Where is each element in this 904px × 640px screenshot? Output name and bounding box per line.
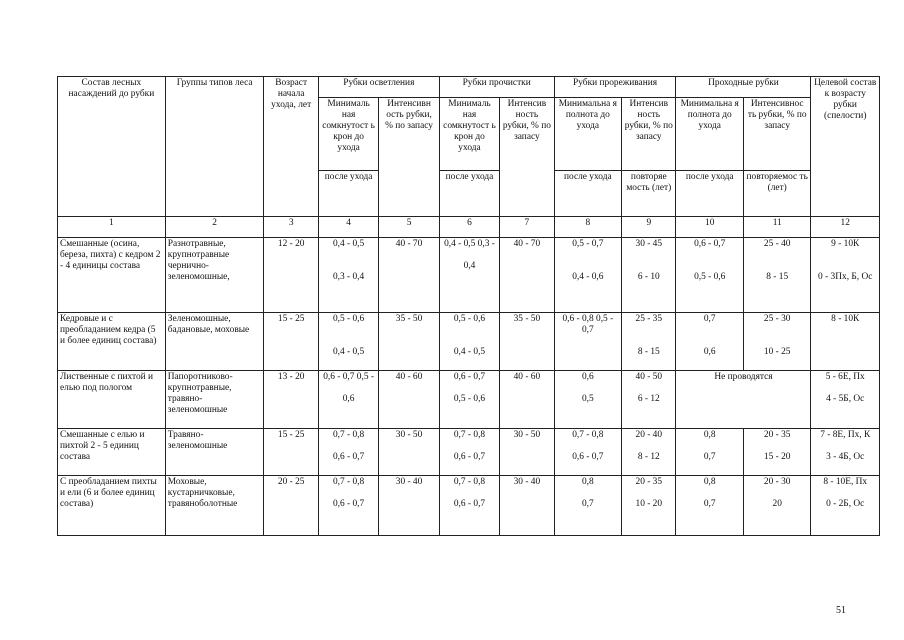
target-admixture: 0 - 3Пх, Б, Ос xyxy=(818,272,873,282)
age-cell: 13 - 20 xyxy=(264,371,318,429)
forest-care-table xyxy=(57,76,880,536)
prokh-min-cell xyxy=(676,313,743,371)
header-proch-min-density: Минималь ная сомкнутост ь крон до ухода xyxy=(439,98,499,171)
osv-min-after: 0,6 - 0,7 xyxy=(332,452,365,462)
composition-cell: Смешанные (осина, береза, пихта) с кедром 2 - 4 единицы состава xyxy=(58,238,166,313)
proch-intensity-cell: 40 - 70 xyxy=(500,238,554,313)
forest-types-cell: Разнотравные, крупнотравные чернично-зеленомошные, xyxy=(165,238,264,313)
prokh-intensity-cell xyxy=(743,313,810,371)
proch-min-before: 0,7 - 0,8 xyxy=(453,430,486,440)
osv-intensity-cell: 40 - 60 xyxy=(379,371,439,429)
proch-min-after: 0,4 xyxy=(463,261,476,271)
prored-min-cell xyxy=(554,429,621,476)
target-admixture: 0 - 2Б, Ос xyxy=(826,499,865,509)
prokh-repeat-value: 8 - 15 xyxy=(766,272,789,282)
prokh-min-cell xyxy=(676,238,743,313)
prokh-intensity-value: 20 - 35 xyxy=(763,430,791,440)
header-prokh-intensity: Интенсивнос ть рубки, % по запасу xyxy=(743,98,810,171)
header-age: Возраст начала ухода, лет xyxy=(264,77,318,217)
forest-types-cell: Травяно-зеленомошные xyxy=(165,429,264,476)
target-main: 5 - 6Е, Пх xyxy=(825,372,865,382)
header-prored-min-fullness: Минимальна я полнота до ухода xyxy=(554,98,621,171)
target-main: 8 - 10Е, Пх xyxy=(823,477,868,487)
age-cell: 20 - 25 xyxy=(264,476,318,536)
header-forest-types: Группы типов леса xyxy=(165,77,264,217)
column-number: 6 xyxy=(439,217,499,238)
prokh-min-before: 0,8 xyxy=(703,477,716,487)
prored-repeat-value: 8 - 15 xyxy=(637,347,660,357)
target-cell xyxy=(811,429,880,476)
prored-min-before: 0,5 - 0,7 xyxy=(572,239,604,249)
column-number: 11 xyxy=(743,217,810,238)
prored-repeat-value: 8 - 12 xyxy=(637,452,660,462)
prokh-intensity-cell xyxy=(743,238,810,313)
forest-types-cell: Моховые, кустарничковые, травяноболотные xyxy=(165,476,264,536)
age-cell: 15 - 25 xyxy=(264,429,318,476)
prored-intensity-cell xyxy=(622,313,676,371)
header-group-prorezhivaniya: Рубки прореживания xyxy=(554,77,676,98)
proch-min-cell xyxy=(439,476,499,536)
prokh-min-before: 0,8 xyxy=(703,430,716,440)
prored-intensity-value: 40 - 50 xyxy=(635,372,663,382)
osv-intensity-cell: 40 - 70 xyxy=(379,238,439,313)
target-main: 9 - 10К xyxy=(831,239,860,249)
prored-min-before: 0,7 - 0,8 xyxy=(572,430,604,440)
proch-min-before: 0,7 - 0,8 xyxy=(453,477,486,487)
prokh-repeat-value: 10 - 25 xyxy=(763,347,791,357)
table-row xyxy=(58,371,880,429)
prokh-not-performed-cell: Не проводятся xyxy=(676,371,811,429)
header-prored-intensity: Интенсив ность рубки, % по запасу xyxy=(622,98,676,171)
header-osv-after: после ухода xyxy=(318,171,378,217)
prored-min-after: 0,7 xyxy=(581,499,594,509)
prored-min-cell xyxy=(554,476,621,536)
osv-min-before: 0,5 - 0,6 xyxy=(332,314,365,324)
age-cell: 12 - 20 xyxy=(264,238,318,313)
prored-min-cell: 0,6 - 0,8 0,5 - 0,7 xyxy=(554,313,621,371)
prokh-intensity-value: 25 - 40 xyxy=(763,239,791,249)
proch-min-before: 0,4 - 0,5 0,3 - xyxy=(444,239,495,249)
osv-intensity-cell: 30 - 50 xyxy=(379,429,439,476)
header-proch-intensity: Интенсив ность рубки, % по запасу xyxy=(500,98,554,217)
column-number: 7 xyxy=(500,217,554,238)
target-admixture: 3 - 4Б, Ос xyxy=(826,452,865,462)
target-cell xyxy=(811,476,880,536)
column-number: 3 xyxy=(264,217,318,238)
age-cell: 15 - 25 xyxy=(264,313,318,371)
proch-min-before: 0,5 - 0,6 xyxy=(453,314,486,324)
column-number: 1 xyxy=(58,217,166,238)
composition-cell: Смешанные с елью и пихтой 2 - 5 единиц состава xyxy=(58,429,166,476)
header-group-prochistki: Рубки прочистки xyxy=(439,77,554,98)
proch-intensity-cell: 40 - 60 xyxy=(500,371,554,429)
table-row xyxy=(58,476,880,536)
osv-intensity-cell: 35 - 50 xyxy=(379,313,439,371)
header-prored-repeat: повторяе мость (лет) xyxy=(622,171,676,217)
prored-repeat-value: 6 - 12 xyxy=(637,394,660,404)
osv-min-after: 0,6 xyxy=(342,394,355,404)
prored-intensity-value: 20 - 35 xyxy=(635,477,663,487)
table-row xyxy=(58,238,880,313)
prored-min-before: 0,6 xyxy=(581,372,594,382)
composition-cell: Кедровые и с преобладанием кедра (5 и более единиц состава) xyxy=(58,313,166,371)
proch-intensity-cell: 30 - 40 xyxy=(500,476,554,536)
osv-min-cell xyxy=(318,429,378,476)
header-osv-min-density: Минималь ная сомкнутост ь крон до ухода xyxy=(318,98,378,171)
prored-intensity-cell xyxy=(622,371,676,429)
prokh-min-cell xyxy=(676,429,743,476)
column-number: 5 xyxy=(379,217,439,238)
prored-min-after: 0,6 - 0,7 xyxy=(572,452,604,462)
target-admixture: 4 - 5Б, Ос xyxy=(826,394,865,404)
prokh-intensity-value: 25 - 30 xyxy=(763,314,791,324)
osv-min-after: 0,3 - 0,4 xyxy=(332,272,365,282)
prored-intensity-value: 30 - 45 xyxy=(635,239,663,249)
osv-min-after: 0,4 - 0,5 xyxy=(332,347,365,357)
proch-min-cell xyxy=(439,238,499,313)
proch-intensity-cell: 30 - 50 xyxy=(500,429,554,476)
target-main: 7 - 8Е, Пх, К xyxy=(820,430,871,440)
osv-min-before: 0,6 - 0,7 0,5 - xyxy=(323,372,374,382)
table-row xyxy=(58,313,880,371)
column-number: 8 xyxy=(554,217,621,238)
prored-repeat-value: 10 - 20 xyxy=(635,499,663,509)
proch-intensity-cell: 35 - 50 xyxy=(500,313,554,371)
osv-min-before: 0,7 - 0,8 xyxy=(332,430,365,440)
header-composition: Состав лесных насаждений до рубки xyxy=(58,77,166,217)
page-number xyxy=(836,605,846,616)
prored-min-after: 0,5 xyxy=(581,394,594,404)
header-prored-after: после ухода xyxy=(554,171,621,217)
composition-cell: Лиственные с пихтой и елью под пологом xyxy=(58,371,166,429)
prokh-min-after: 0,7 xyxy=(703,499,716,509)
prokh-min-after: 0,6 xyxy=(703,347,716,357)
prored-min-before: 0,8 xyxy=(581,477,594,487)
osv-min-before: 0,4 - 0,5 xyxy=(332,239,365,249)
prored-intensity-cell xyxy=(622,429,676,476)
table-row xyxy=(58,429,880,476)
osv-min-before: 0,7 - 0,8 xyxy=(332,477,365,487)
osv-min-after: 0,6 - 0,7 xyxy=(332,499,365,509)
proch-min-before: 0,6 - 0,7 xyxy=(453,372,486,382)
prored-intensity-value: 25 - 35 xyxy=(635,314,663,324)
osv-min-cell xyxy=(318,313,378,371)
composition-cell: С преобладанием пихты и ели (6 и более единиц состава) xyxy=(58,476,166,536)
osv-intensity-cell: 30 - 40 xyxy=(379,476,439,536)
header-prokh-repeat: повторяемос ть (лет) xyxy=(743,171,810,217)
prokh-repeat-value: 20 xyxy=(772,499,782,509)
prokh-min-after: 0,7 xyxy=(703,452,716,462)
page-number-text: 51 xyxy=(836,605,846,616)
prored-min-after: 0,4 - 0,6 xyxy=(572,272,604,282)
column-number: 12 xyxy=(811,217,880,238)
proch-min-after: 0,4 - 0,5 xyxy=(453,347,486,357)
prored-min-cell xyxy=(554,371,621,429)
proch-min-cell xyxy=(439,429,499,476)
header-group-prokhodnye: Проходные рубки xyxy=(676,77,811,98)
target-cell xyxy=(811,371,880,429)
proch-min-after: 0,6 - 0,7 xyxy=(453,499,486,509)
prored-intensity-cell xyxy=(622,238,676,313)
target-cell: 8 - 10К xyxy=(811,313,880,371)
header-proch-after: после ухода xyxy=(439,171,499,217)
osv-min-cell xyxy=(318,371,378,429)
header-osv-intensity: Интенсивн ость рубки, % по запасу xyxy=(379,98,439,217)
header-group-osvetleniya: Рубки осветления xyxy=(318,77,439,98)
header-target-composition: Целевой состав к возрасту рубки (спелости) xyxy=(811,77,880,217)
proch-min-cell xyxy=(439,371,499,429)
forest-types-cell: Папоротниково-крупнотравные, травяно-зеленомошные xyxy=(165,371,264,429)
prokh-min-before: 0,6 - 0,7 xyxy=(694,239,726,249)
prokh-min-after: 0,5 - 0,6 xyxy=(694,272,726,282)
column-number: 4 xyxy=(318,217,378,238)
prokh-intensity-cell xyxy=(743,476,810,536)
prokh-intensity-value: 20 - 30 xyxy=(763,477,791,487)
prored-intensity-cell xyxy=(622,476,676,536)
prored-min-cell xyxy=(554,238,621,313)
proch-min-after: 0,5 - 0,6 xyxy=(453,394,486,404)
column-number-row xyxy=(58,217,880,238)
prokh-intensity-cell xyxy=(743,429,810,476)
column-number: 2 xyxy=(165,217,264,238)
osv-min-cell xyxy=(318,238,378,313)
proch-min-cell xyxy=(439,313,499,371)
prokh-min-cell xyxy=(676,476,743,536)
prokh-repeat-value: 15 - 20 xyxy=(763,452,791,462)
osv-min-cell xyxy=(318,476,378,536)
header-prokh-min-fullness: Минимальна я полнота до ухода xyxy=(676,98,743,171)
proch-min-after: 0,6 - 0,7 xyxy=(453,452,486,462)
forest-types-cell: Зеленомошные, бадановые, моховые xyxy=(165,313,264,371)
prokh-min-before: 0,7 xyxy=(703,314,716,324)
column-number: 10 xyxy=(676,217,743,238)
target-cell xyxy=(811,238,880,313)
column-number: 9 xyxy=(622,217,676,238)
header-prokh-after: после ухода xyxy=(676,171,743,217)
prored-intensity-value: 20 - 40 xyxy=(635,430,663,440)
prored-repeat-value: 6 - 10 xyxy=(637,272,660,282)
